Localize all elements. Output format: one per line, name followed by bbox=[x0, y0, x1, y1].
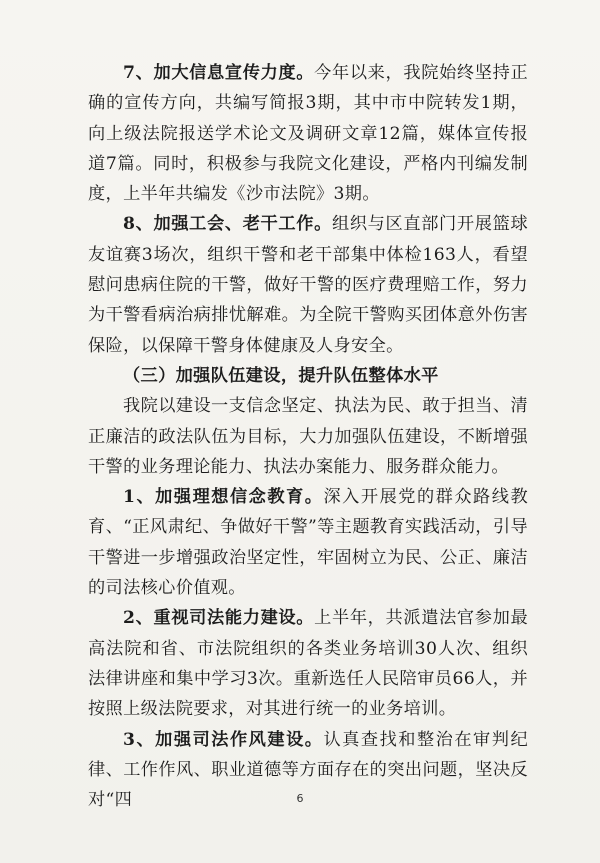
document-body bbox=[88, 58, 528, 815]
paragraph-publicity bbox=[88, 58, 528, 209]
paragraph-heading: 8、加强工会、老干工作。 bbox=[123, 214, 332, 235]
page-number: 6 bbox=[296, 792, 304, 805]
paragraph-text: 深入开展党的群众路线教育、“正风肃纪、争做好干警”等主题教育实践活动，引导干警进一步增强政治坚定性，牢固树立为民、公正、廉洁的司法核心价值观。 bbox=[88, 487, 528, 599]
paragraph-text: 组织与区直部门开展篮球友谊赛3场次，组织干警和老干部集中体检163人，看望慰问患病住院的干警，做好干警的医疗费理赔工作，努力为干警看病治病排忧解难。为全院干警购买团体意外伤害保险，以保障干警身体健康及人身安全。 bbox=[88, 214, 528, 356]
paragraph-judicial-ability bbox=[88, 603, 528, 724]
section-title: （三）加强队伍建设，提升队伍整体水平 bbox=[123, 365, 439, 386]
paragraph-union bbox=[88, 209, 528, 360]
paragraph-belief-education bbox=[88, 482, 528, 603]
paragraph-heading: 7、加大信息宣传力度。 bbox=[123, 63, 315, 83]
paragraph-heading: 2、重视司法能力建设。 bbox=[123, 608, 315, 629]
paragraph-text: 今年以来，我院始终坚持正确的宣传方向，共编写简报3期，其中市中院转发1期，向上级法院报送学术论文及调研文章12篇，媒体宣传报道7篇。同时，积极参与我院文化建设，严格内刊编发制度，上半年共编发《沙市法院》3期。 bbox=[88, 63, 529, 205]
paragraph-text: 上半年，共派遣法官参加最高法院和省、市法院组织的各类业务培训30人次、组织法律讲座和集中学习3次。重新选任人民陪审员66人，并按照上级法院要求，对其进行统一的业务培训。 bbox=[88, 608, 529, 720]
paragraph-heading: 1、加强理想信念教育。 bbox=[123, 487, 324, 508]
paragraph-heading: 3、加强司法作风建设。 bbox=[123, 729, 324, 750]
section-intro: 我院以建设一支信念坚定、执法为民、敢于担当、清正廉洁的政法队伍为目标，大力加强队伍建设，不断增强干警的业务理论能力、执法办案能力、服务群众能力。 bbox=[88, 396, 528, 477]
paragraph-text: 认真查找和整治在审判纪律、工作作风、职业道德等方面存在的突出问题，坚决反对“四 bbox=[88, 729, 528, 811]
